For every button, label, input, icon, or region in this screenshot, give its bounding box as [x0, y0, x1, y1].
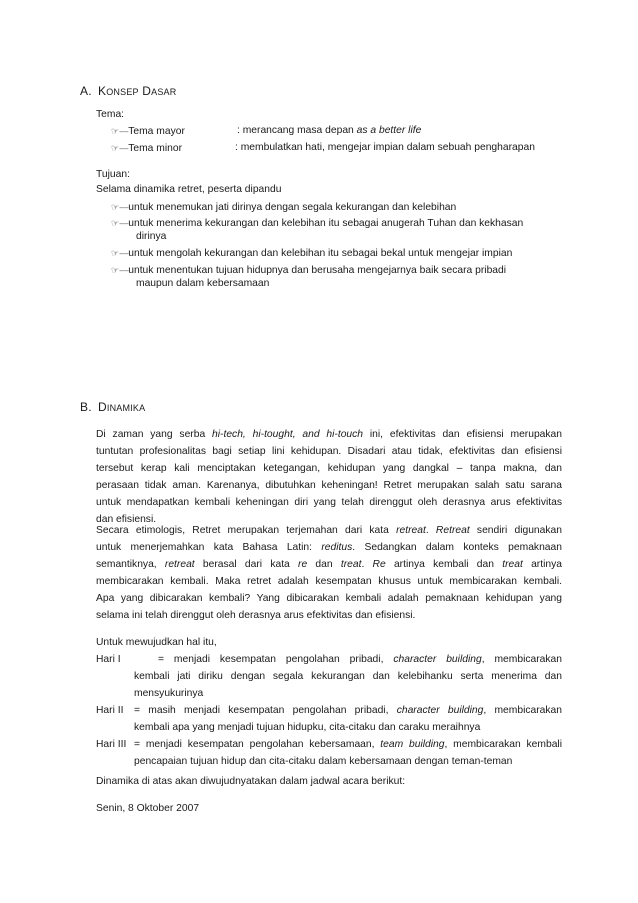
pointing-hand-icon: ☞ — [111, 248, 120, 258]
hari-label: Hari I — [96, 654, 121, 665]
paragraph-line: untuk menerjemahkan kata Bahasa Latin: reditus. Sedangkan dalam konteks pemaknaan — [96, 542, 562, 553]
pointing-hand-icon: ☞ — [111, 265, 120, 275]
section-a-letter: A. — [80, 84, 92, 98]
hari-text: kembali jati diriku dengan segala kekurangan dan kelebihanku serta menerima dan — [134, 671, 562, 682]
bullet-dash: ----- — [119, 129, 129, 136]
hari-text: = menjadi kesempatan pengolahan pribadi, character building, membicarakan — [158, 654, 563, 665]
hari-row-continuation — [96, 753, 562, 770]
section-a-title-initial: K — [98, 84, 107, 98]
section-a-title-initial2: D — [138, 84, 152, 98]
section-b-title-part: INAMIKA — [106, 403, 146, 413]
hari-row — [96, 651, 562, 668]
hari-label: Hari II — [96, 705, 124, 716]
schedule-date: Senin, 8 Oktober 2007 — [96, 803, 200, 814]
tema-item-label: Tema minor — [128, 143, 183, 154]
paragraph-lead-in: Untuk mewujudkan hal itu, — [96, 637, 217, 648]
hari-label: Hari III — [96, 739, 127, 750]
paragraph-line: Secara etimologis, Retret merupakan terjemahan dari kata retreat. Retreat sendiri digunakan — [96, 525, 562, 536]
hari-text: = menjadi kesempatan pengolahan kebersamaan, team building, membicarakan kembali — [134, 739, 562, 750]
hari-row-continuation — [96, 719, 562, 736]
tema-item — [111, 124, 185, 140]
hari-row-continuation — [96, 668, 562, 685]
bullet-dash: ----- — [119, 221, 129, 228]
hari-row — [96, 702, 562, 719]
section-b-heading — [80, 400, 145, 414]
section-b-title-initial: D — [98, 400, 107, 414]
tema-item-text: : membulatkan hati, mengejar impian dalam sebuah pengharapan — [235, 142, 535, 153]
bullet-dash: ----- — [119, 146, 129, 153]
paragraph-line: membicarakan kembali. Maka retret adalah kesempatan khusus untuk membicarakan kembali. — [96, 576, 562, 587]
tujuan-item — [111, 216, 523, 232]
tema-item-label: Tema mayor — [128, 126, 185, 137]
hari-row — [96, 736, 562, 753]
tujuan-item-text: untuk mengolah kekurangan dan kelebihan itu sebagai bekal untuk mengejar impian — [128, 248, 513, 259]
paragraph-line: Apa yang dibicarakan kembali? Yang dibicarakan kembali adalah pemaknaan kehidupan yang — [96, 593, 562, 604]
tema-item — [111, 141, 182, 157]
hari-text: mensyukurinya — [134, 688, 204, 699]
section-a-title-part: ONSEP — [106, 87, 139, 97]
paragraph-line: tuntutan profesionalitas bagi setiap lini kehidupan. Disadari atau tidak, efektivitas dan efisiensi — [96, 446, 562, 457]
hari-list — [96, 651, 562, 770]
hari-text: = masih menjadi kesempatan pengolahan pribadi, character building, membicarakan — [134, 705, 563, 716]
section-b-letter: B. — [80, 400, 92, 414]
tema-item-desc — [237, 124, 421, 138]
bullet-dash: ----- — [119, 251, 129, 258]
tujuan-item-text: untuk menerima kekurangan dan kelebihan itu sebagai anugerah Tuhan dan kekhasan — [128, 218, 524, 229]
tujuan-item-continuation: maupun dalam kebersamaan — [136, 278, 270, 289]
paragraph-line: perasaan tidak aman. Karenanya, dibutuhkan keheningan! Retret merupakan salah satu sarana — [96, 480, 562, 491]
hari-row-continuation — [96, 685, 562, 702]
hari-text: kembali apa yang menjadi tujuan hidupku, cita-citaku dan caraku meraihnya — [134, 722, 481, 733]
pointing-hand-icon: ☞ — [111, 143, 120, 153]
tujuan-item-text: untuk menentukan tujuan hidupnya dan berusaha mengejarnya baik secara pribadi — [128, 265, 507, 276]
pointing-hand-icon: ☞ — [111, 126, 120, 136]
tema-item-emphasis: as a better life — [356, 125, 422, 136]
paragraph-line: semantiknya, retreat berasal dari kata re dan treat. Re artinya kembali dan treat artinya — [96, 559, 562, 570]
paragraph-line: selama ini telah direnggut oleh derasnya arus efektivitas dan efisiensi. — [96, 610, 416, 621]
section-a-title-part2: ASAR — [151, 87, 177, 97]
paragraph-intro — [96, 426, 562, 528]
tujuan-item-text: untuk menemukan jati dirinya dengan segala kekurangan dan kelebihan — [128, 202, 457, 213]
hari-text: pencapaian tujuan hidup dan cita-citaku dalam kebersamaan dengan teman-teman — [134, 756, 513, 767]
paragraph-line: Di zaman yang serba hi-tech, hi-tought, and hi-touch ini, efektivitas dan efisiensi merupakan — [96, 429, 563, 440]
paragraph-line: tersebut kerap kali menciptakan ketegangan, kehidupan yang dangkal – tanpa makna, dan — [96, 463, 562, 474]
tema-item-text: : merancang masa depan — [237, 125, 357, 136]
paragraph-line: dan efisiensi. — [96, 514, 157, 525]
paragraph-line: untuk mendapatkan kembali keheningan diri yang telah direnggut oleh derasnya arus efektivitas — [96, 497, 562, 508]
pointing-hand-icon: ☞ — [111, 202, 120, 212]
tema-item-desc — [235, 141, 535, 155]
tujuan-label: Tujuan: — [96, 169, 130, 180]
bullet-dash: ----- — [119, 205, 129, 212]
pointing-hand-icon: ☞ — [111, 218, 120, 228]
tujuan-item — [111, 246, 512, 262]
bullet-dash: ----- — [119, 268, 129, 275]
paragraph-etymology — [96, 522, 562, 624]
section-a-heading — [80, 84, 176, 98]
tujuan-intro: Selama dinamika retret, peserta dipandu — [96, 184, 282, 195]
tujuan-item-continuation: dirinya — [136, 231, 167, 242]
tujuan-item — [111, 200, 456, 216]
paragraph-schedule-intro: Dinamika di atas akan diwujudnyatakan dalam jadwal acara berikut: — [96, 776, 406, 787]
tema-label: Tema: — [96, 109, 125, 120]
